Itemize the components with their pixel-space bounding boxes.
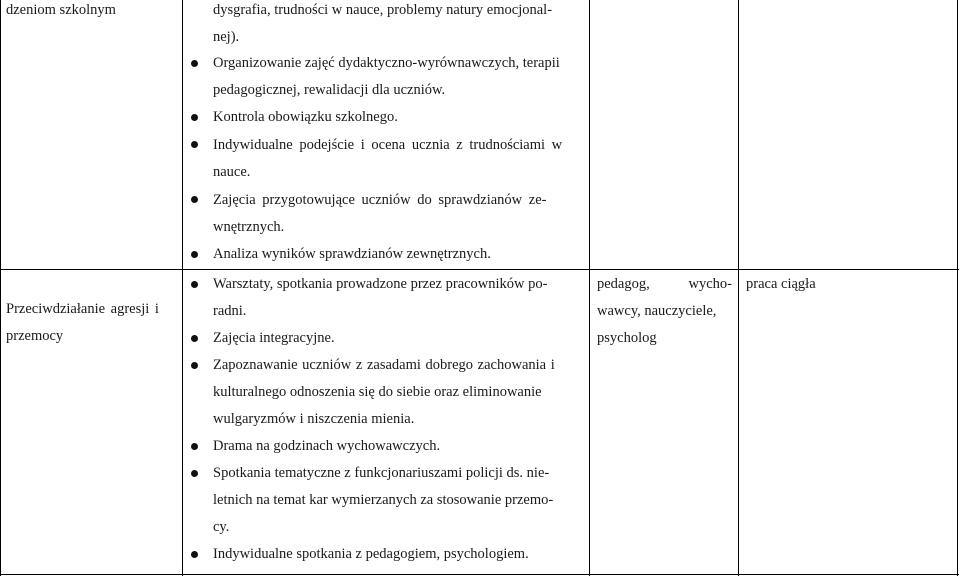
list-item-text: pedagogicznej, rewalidacji dla uczniów. (213, 82, 446, 98)
table-border-left (0, 0, 1, 576)
list-item-text: nauce. (213, 164, 251, 180)
bullet-icon (191, 470, 198, 477)
list-item-text: Organizowanie zajęć dydaktyczno-wyrównawczych, terapii (213, 55, 560, 71)
bullet-icon (191, 281, 198, 288)
list-item-text: Zajęcia integracyjne. (213, 330, 335, 346)
bullet-icon (191, 196, 198, 203)
bullet-icon (191, 335, 198, 342)
list-item-text: Spotkania tematyczne z funkcjonariuszami policji ds. nie- (213, 465, 550, 481)
list-item-text-justified: Indywidualne podejście i ocena ucznia z trudnościami w (213, 137, 563, 153)
bullet-icon (191, 551, 198, 558)
responsible-word: pedagog, (597, 276, 650, 292)
table-divider-col2 (589, 0, 590, 576)
bullet-icon (191, 251, 198, 258)
list-item-text: kulturalnego odnoszenia się do siebie oraz eliminowanie (213, 384, 542, 400)
bullet-icon (191, 362, 198, 369)
bullet-icon (191, 443, 198, 450)
row2-term: praca ciągła (746, 276, 816, 292)
row2-topic-label-line2: przemocy (6, 328, 64, 344)
list-item-text: cy. (213, 519, 230, 535)
list-item-text: Indywidualne spotkania z pedagogiem, psychologiem. (213, 546, 529, 562)
row2-topic-label-line1: Przeciwdziałanie agresji i (6, 301, 159, 317)
list-item-text: wulgaryzmów i niszczenia mienia. (213, 411, 415, 427)
responsible-word: wycho- (688, 276, 732, 292)
list-item-text: letnich na temat kar wymierzanych za stosowanie przemo- (213, 492, 554, 508)
bullet-icon (191, 114, 198, 121)
list-item-text (213, 136, 585, 154)
row1-topic-label: dzeniom szkolnym (6, 2, 116, 18)
table-divider-col3 (738, 0, 739, 576)
row2-responsible-line1 (597, 275, 732, 293)
bullet-icon (191, 60, 198, 67)
list-item-text: Drama na godzinach wychowawczych. (213, 438, 441, 454)
row2-responsible-line3: psycholog (597, 330, 657, 346)
list-item-text: nej). (213, 29, 240, 45)
table-border-bottom (0, 574, 959, 575)
table-row-divider (0, 269, 959, 270)
list-item-text: dysgrafia, trudności w nauce, problemy natury emocjonal- (213, 2, 553, 18)
list-item-text: radni. (213, 303, 247, 319)
list-item-text: wnętrznych. (213, 219, 285, 235)
list-item-text: Analiza wyników sprawdzianów zewnętrznych. (213, 246, 491, 262)
row2-responsible-line2: wawcy, nauczyciele, (597, 303, 717, 319)
list-item-text: Zajęcia przygotowujące uczniów do sprawdzianów ze- (213, 192, 547, 208)
list-item-text: Kontrola obowiązku szkolnego. (213, 109, 398, 125)
list-item-text: Zapoznawanie uczniów z zasadami dobrego zachowania i (213, 357, 555, 373)
table-border-right (957, 0, 958, 576)
bullet-icon (191, 141, 198, 148)
table-divider-col1 (182, 0, 183, 576)
list-item-text: Warsztaty, spotkania prowadzone przez pracowników po- (213, 276, 548, 292)
